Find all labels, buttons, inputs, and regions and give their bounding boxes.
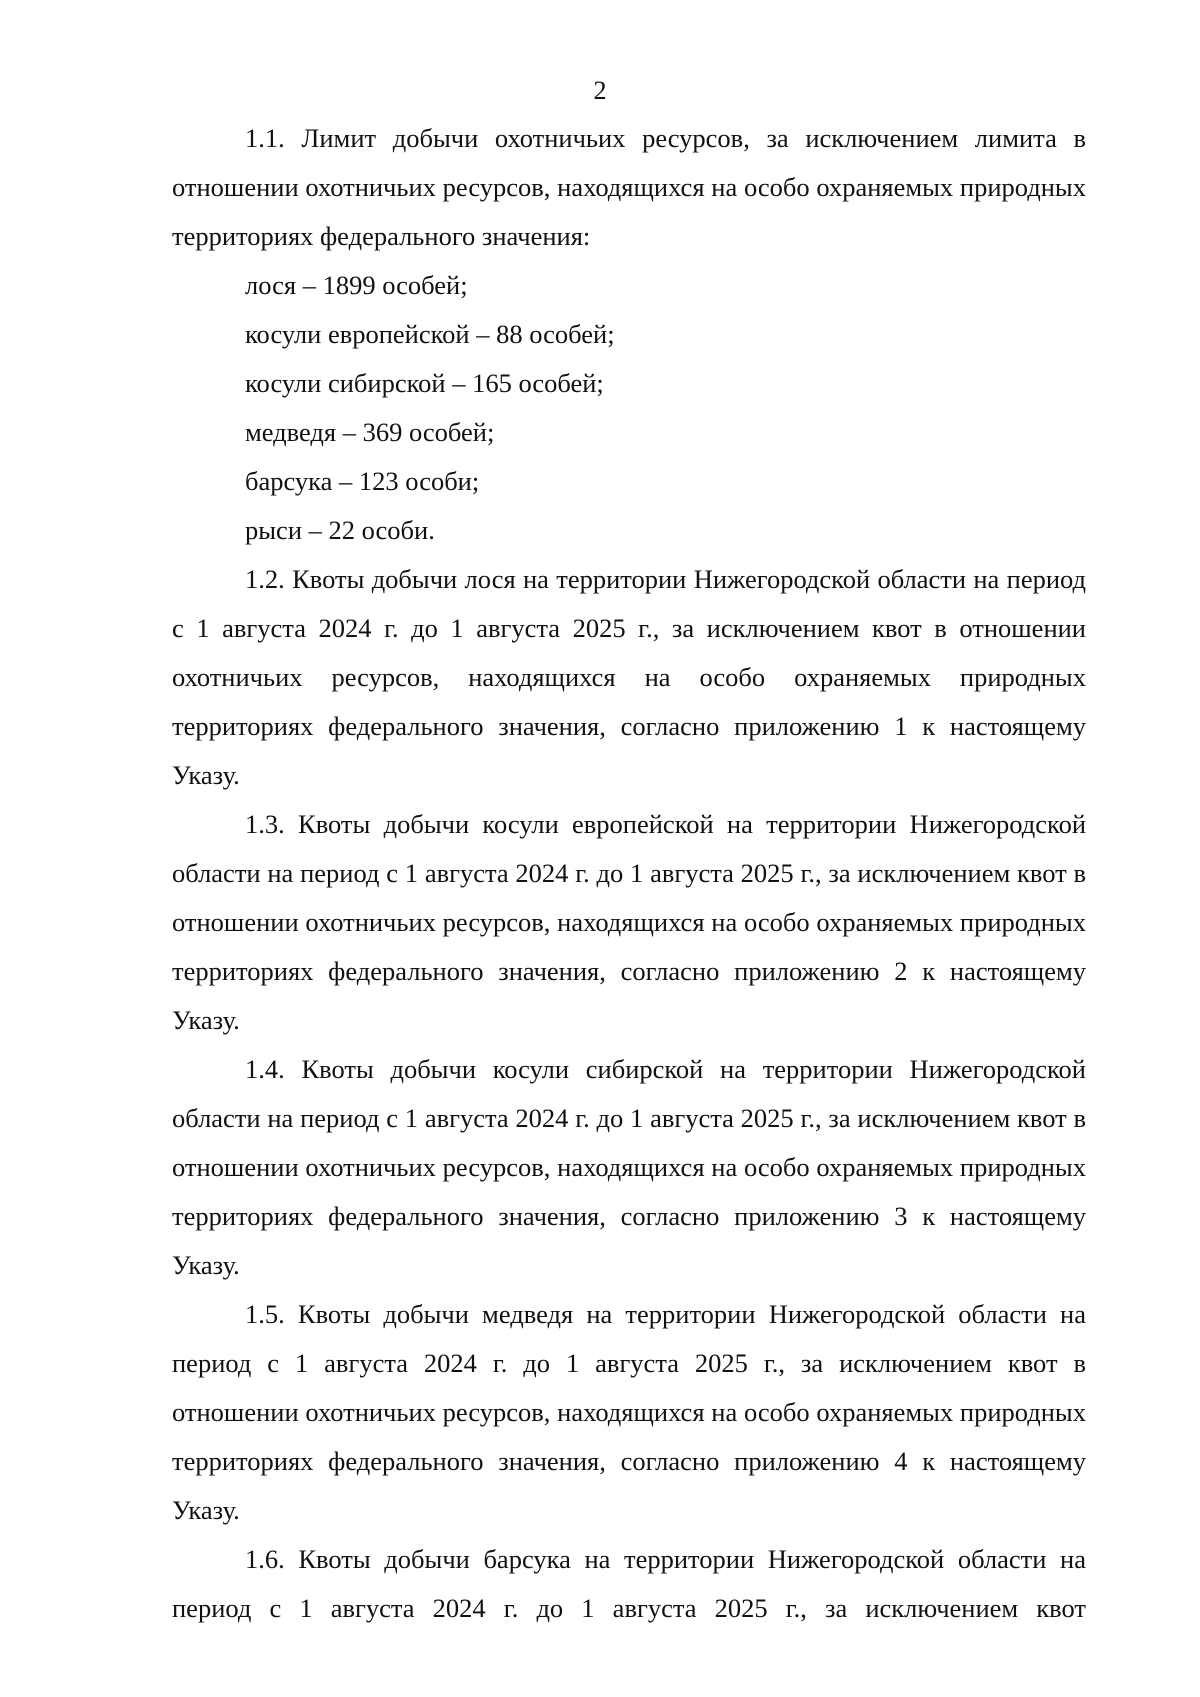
document-body bbox=[172, 114, 1086, 1633]
list-item: косули сибирской – 165 особей; bbox=[245, 368, 604, 398]
paragraph-1-6: 1.6. Квоты добычи барсука на территории Нижегородской области на период с 1 августа 2024 г. до 1 августа 2025 г., за исключением квот bbox=[172, 1544, 1086, 1623]
paragraph-1-5: 1.5. Квоты добычи медведя на территории Нижегородской области на период с 1 августа 2024 г. до 1 августа 2025 г., за исключением квот в отношении охотничьих ресурсов, находящихся на особо охраняемых природных территориях федерального значения, согласно приложению 4 к настоящему Указу. bbox=[172, 1299, 1086, 1525]
list-item: медведя – 369 особей; bbox=[245, 417, 495, 447]
limits-list bbox=[172, 261, 1086, 555]
paragraph-1-4: 1.4. Квоты добычи косули сибирской на территории Нижегородской области на период с 1 августа 2024 г. до 1 августа 2025 г., за исключением квот в отношении охотничьих ресурсов, находящихся на особо охраняемых природных территориях федерального значения, согласно приложению 3 к настоящему Указу. bbox=[172, 1054, 1086, 1280]
paragraph-1-2: 1.2. Квоты добычи лося на территории Нижегородской области на период с 1 августа 2024 г. до 1 августа 2025 г., за исключением квот в отношении охотничьих ресурсов, находящихся на особо охраняемых природных территориях федерального значения, согласно приложению 1 к настоящему Указу. bbox=[172, 564, 1086, 790]
paragraph-1-3: 1.3. Квоты добычи косули европейской на территории Нижегородской области на период с 1 августа 2024 г. до 1 августа 2025 г., за исключением квот в отношении охотничьих ресурсов, находящихся на особо охраняемых природных территориях федерального значения, согласно приложению 2 к настоящему Указу. bbox=[172, 809, 1086, 1035]
list-item: барсука – 123 особи; bbox=[245, 466, 480, 496]
list-item: лося – 1899 особей; bbox=[245, 270, 468, 300]
list-item: косули европейской – 88 особей; bbox=[245, 319, 615, 349]
list-item: рыси – 22 особи. bbox=[245, 515, 435, 545]
page-number: 2 bbox=[593, 76, 607, 105]
paragraph-1-1: 1.1. Лимит добычи охотничьих ресурсов, за исключением лимита в отношении охотничьих ресурсов, находящихся на особо охраняемых природных территориях федерального значения: bbox=[172, 123, 1086, 251]
